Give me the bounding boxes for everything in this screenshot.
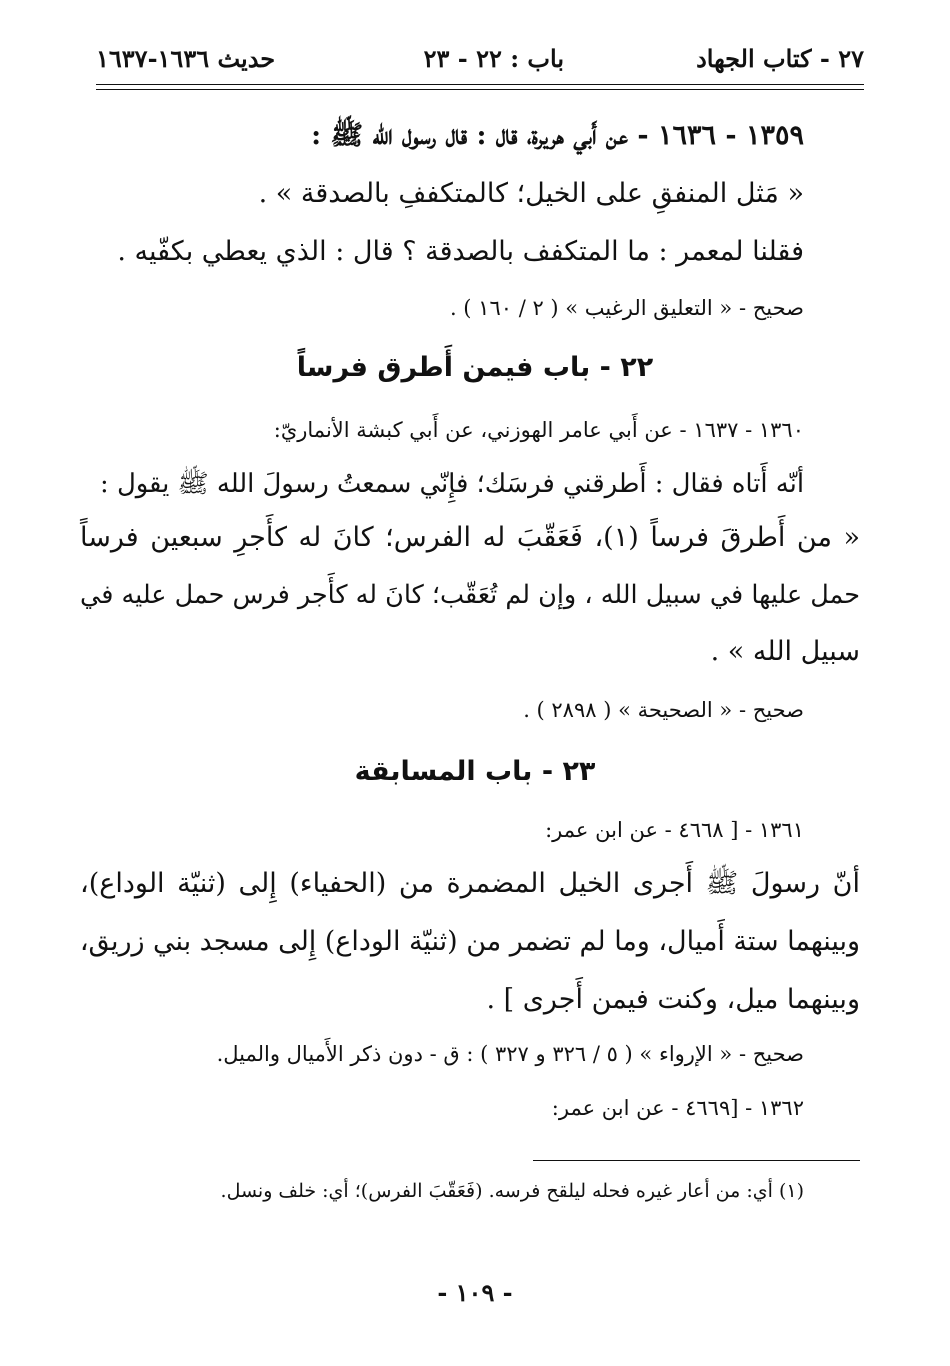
hadith-1359-explanation: فقلنا لمعمر : ما المتكفف بالصدقة ؟ قال : الذي يعطي بكفّيه . [117, 236, 804, 267]
hadith-1360-line-2: « من أَطرقَ فرساً (١)، فَعَقّبَ له الفرس؛ كانَ له كأَجرِ سبعين فرساً [80, 522, 860, 553]
hadith-1361-line-1: أنّ رسولَ ﷺ أَجرى الخيل المضمرة من (الحفياء) إِلى (ثنيّة الوداع)، [80, 868, 860, 899]
hadith-1361-line-3: وبينهما ميل، وكنت فيمن أَجرى ] . [486, 984, 860, 1015]
hadith-1361-intro: ١٣٦١ - [ ٤٦٦٨ - عن ابن عمر: [545, 818, 804, 842]
header-rule-top [96, 84, 864, 85]
hadith-1359-grading: صحيح - « التعليق الرغيب » ( ٢ / ١٦٠ ) . [449, 296, 804, 320]
footnote-rule [533, 1160, 860, 1161]
hadith-1359-intro: ١٣٥٩ - ١٦٣٦ - عن أَبي هريرة، قال : قال رسول الله ﷺ : [311, 120, 804, 151]
hadith-1361-grading: صحيح - « الإرواء » ( ٥ / ٣٢٦ و ٣٢٧ ) : ق - دون ذكر الأَميال والميل. [216, 1042, 804, 1066]
header-book-title: ٢٧ - كتاب الجهاد [696, 44, 864, 73]
hadith-1361-line-2: وبينهما ستة أَميال، وما لم تضمر من (ثنيّة الوداع) إِلى مسجد بني زريق، [79, 926, 860, 957]
chapter-23-heading: ٢٣ - باب المسابقة [354, 756, 596, 787]
hadith-1360-line-1: أنّه أَتاه فقال : أَطرقني فرسَك؛ فإِنّي سمعتُ رسولَ الله ﷺ يقول : [100, 469, 804, 499]
hadith-1360-line-4: سبيل الله » . [710, 636, 860, 667]
footnote-1: (١) أي: من أعار غيره فحله ليلقح فرسه. (فَعَقّبَ الفرس)؛ أي: خلف ونسل. [220, 1180, 804, 1202]
header-chapter-range: باب : ٢٢ - ٢٣ [423, 44, 564, 73]
hadith-1360-grading: صحيح - « الصحيحة » ( ٢٨٩٨ ) . [523, 698, 804, 722]
running-header [96, 40, 864, 80]
page-number: - ١٠٩ - [437, 1278, 513, 1307]
chapter-22-heading: ٢٢ - باب فيمن أَطرق فرساً [296, 352, 654, 383]
header-rule-bottom [96, 89, 864, 90]
hadith-1360-line-3: حمل عليها في سبيل الله ، وإن لم تُعَقّب؛ كانَ له كأَجر فرس حمل عليه في [80, 580, 860, 610]
hadith-1360-intro: ١٣٦٠ - ١٦٣٧ - عن أَبي عامر الهوزني، عن أَبي كبشة الأنماريّ: [273, 418, 804, 442]
hadith-1359-text: « مَثل المنفقِ على الخيل؛ كالمتكففِ بالصدقة » . [258, 178, 804, 209]
hadith-1362-intro: ١٣٦٢ - [٤٦٦٩ - عن ابن عمر: [551, 1096, 804, 1120]
header-hadith-range: حديث ١٦٣٦-١٦٣٧ [96, 44, 276, 73]
